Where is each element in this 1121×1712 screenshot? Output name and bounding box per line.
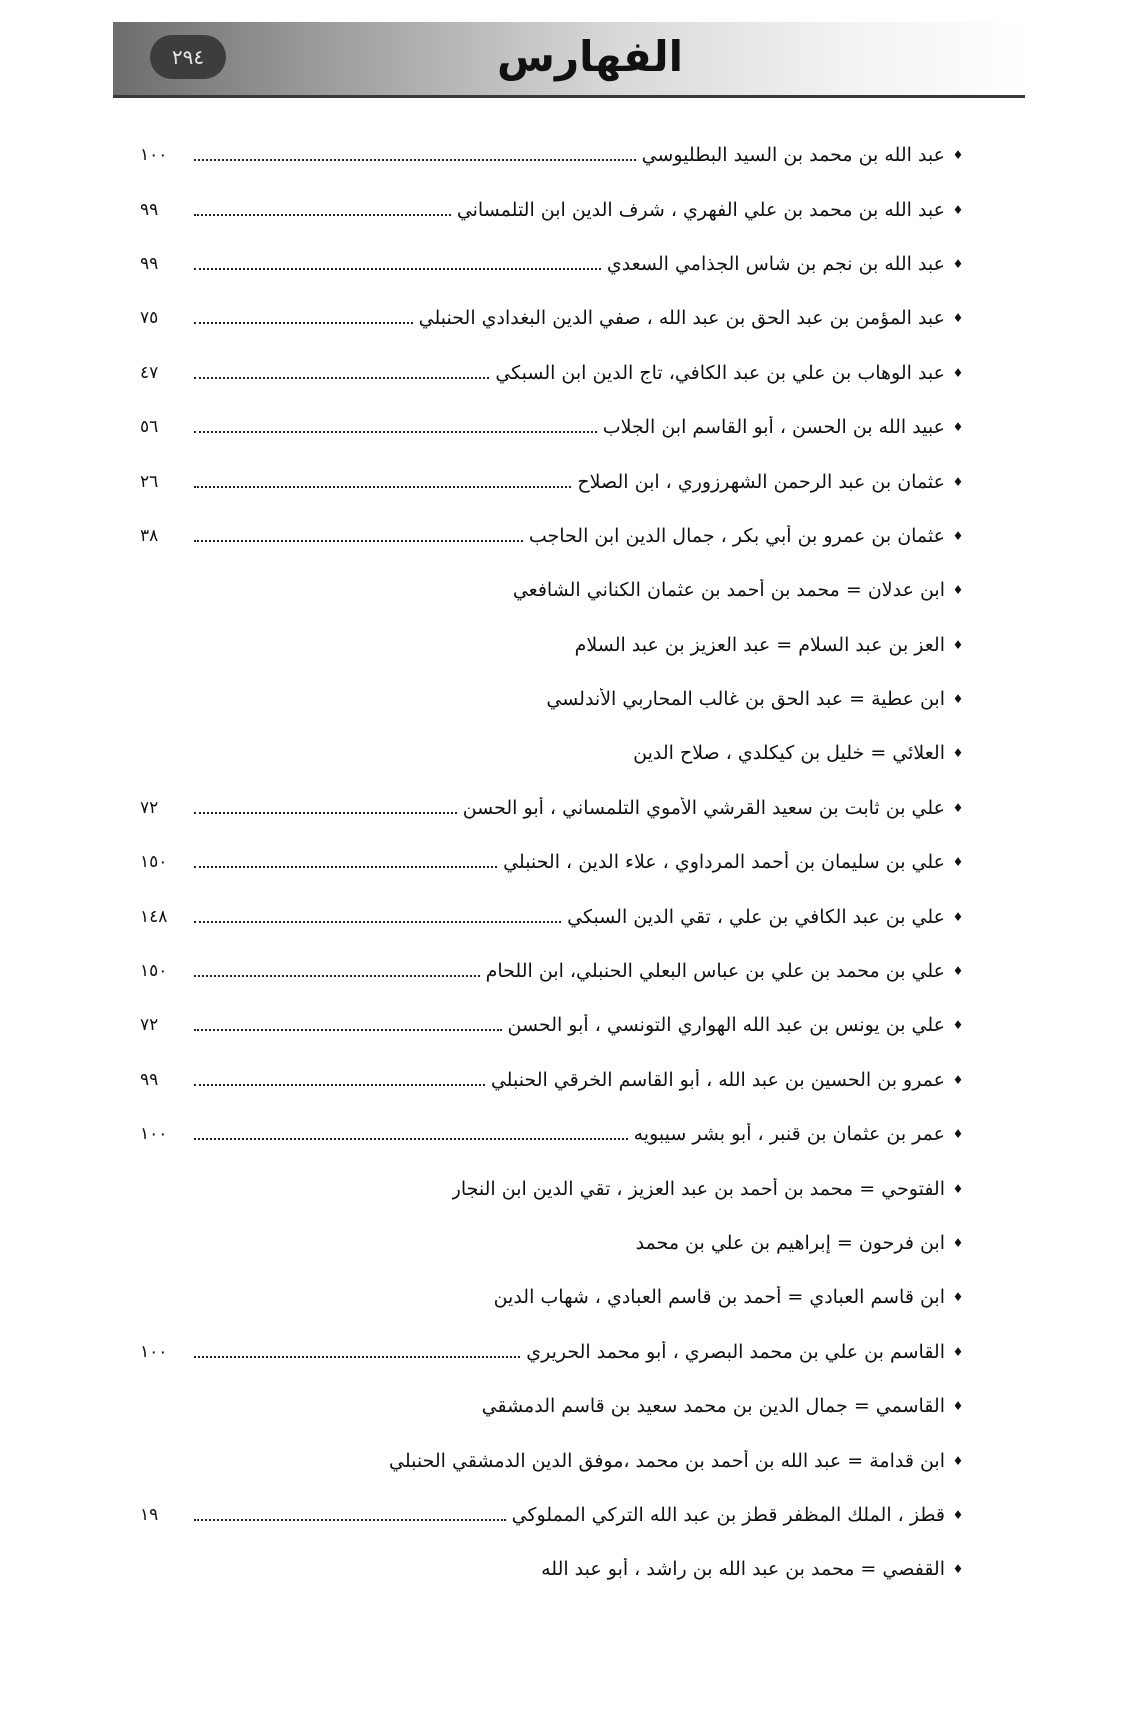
entry-page-number: ١٥٠	[140, 852, 168, 873]
bullet-icon: ♦	[952, 692, 964, 707]
bullet-icon: ♦	[952, 202, 964, 217]
index-entry	[140, 835, 965, 889]
dot-leader	[194, 486, 571, 488]
entry-name: عمر بن عثمان بن قنبر ، أبو بشر سيبويه	[633, 1123, 945, 1146]
bullet-icon: ♦	[952, 474, 964, 489]
index-entry	[140, 1433, 965, 1487]
entry-page-number: ٥٦	[140, 417, 159, 438]
index-entry	[140, 998, 965, 1052]
page-title: الفهارس	[496, 32, 684, 81]
dot-leader	[194, 975, 480, 977]
index-entry	[140, 346, 965, 400]
dot-leader	[194, 866, 497, 868]
index-entry	[140, 400, 965, 454]
bullet-icon: ♦	[952, 1236, 964, 1250]
entry-name: العلائي = خليل بن كيكلدي ، صلاح الدين	[633, 742, 945, 765]
entry-name: ابن عدلان = محمد بن أحمد بن عثمان الكناني الشافعي	[512, 579, 945, 602]
bullet-icon: ♦	[952, 909, 964, 924]
entry-name: ابن عطية = عبد الحق بن غالب المحاربي الأندلسي	[546, 688, 945, 711]
entry-name: علي بن يونس بن عبد الله الهواري التونسي ، أبو الحسن	[507, 1014, 945, 1037]
index-list	[140, 128, 965, 1597]
bullet-icon: ♦	[952, 637, 964, 652]
dot-leader	[194, 159, 636, 161]
entry-name: القفصي = محمد بن عبد الله بن راشد ، أبو عبد الله	[541, 1558, 945, 1581]
entry-name: ابن قدامة = عبد الله بن أحمد بن محمد ،موفق الدين الدمشقي الحنبلي	[389, 1449, 945, 1472]
index-entry	[140, 1053, 965, 1107]
index-entry	[140, 128, 965, 182]
entry-page-number: ٩٩	[140, 1069, 159, 1090]
entry-name: عثمان بن عمرو بن أبي بكر ، جمال الدين ابن الحاجب	[528, 524, 945, 547]
index-entry	[140, 1107, 965, 1161]
index-entry	[140, 1161, 965, 1215]
entry-page-number: ٧٥	[140, 308, 159, 329]
entry-name: ابن فرحون = إبراهيم بن علي بن محمد	[635, 1232, 945, 1254]
bullet-icon: ♦	[952, 964, 964, 979]
dot-leader	[194, 214, 451, 216]
bullet-icon: ♦	[952, 1562, 964, 1577]
entry-page-number: ٤٧	[140, 362, 159, 383]
dot-leader	[194, 268, 601, 270]
index-entry	[140, 454, 965, 508]
dot-leader	[194, 1519, 506, 1521]
entry-name: ابن قاسم العبادي = أحمد بن قاسم العبادي ، شهاب الدين	[493, 1286, 945, 1309]
index-entry	[140, 889, 965, 943]
dot-leader	[194, 431, 597, 433]
bullet-icon: ♦	[952, 1344, 964, 1359]
entry-page-number: ١٥٠	[140, 961, 168, 982]
dot-leader	[194, 1029, 502, 1031]
entry-page-number: ٧٢	[140, 797, 159, 818]
entry-page-number: ١٠٠	[140, 145, 168, 166]
entry-page-number: ١٩	[140, 1504, 159, 1525]
entry-name: الفتوحي = محمد بن أحمد بن عبد العزيز ، تقي الدين ابن النجار	[451, 1177, 945, 1200]
index-entry	[140, 1325, 965, 1379]
index-entry	[140, 944, 965, 998]
entry-page-number: ٢٦	[140, 471, 159, 492]
entry-name: عبيد الله بن الحسن ، أبو القاسم ابن الجلاب	[602, 416, 945, 439]
dot-leader	[194, 322, 413, 324]
index-entry	[140, 781, 965, 835]
bullet-icon: ♦	[952, 1453, 964, 1468]
bullet-icon: ♦	[952, 855, 964, 870]
entry-name: علي بن ثابت بن سعيد القرشي الأموي التلمساني ، أبو الحسن	[462, 796, 945, 819]
index-entry	[140, 509, 965, 563]
entry-page-number: ٣٨	[140, 525, 159, 546]
index-entry	[140, 1270, 965, 1324]
index-entry	[140, 726, 965, 780]
entry-page-number: ١٠٠	[140, 1341, 168, 1362]
bullet-icon: ♦	[952, 365, 964, 380]
page-number: ٢٩٤	[150, 35, 226, 79]
bullet-icon: ♦	[952, 1507, 964, 1522]
entry-name: قطز ، الملك المظفر قطز بن عبد الله التركي المملوكي	[511, 1503, 945, 1526]
bullet-icon: ♦	[952, 1018, 964, 1033]
entry-page-number: ٩٩	[140, 253, 159, 274]
bullet-icon: ♦	[952, 420, 964, 435]
bullet-icon: ♦	[952, 1399, 964, 1414]
bullet-icon: ♦	[952, 746, 964, 761]
entry-name: علي بن محمد بن علي بن عباس البعلي الحنبلي، ابن اللحام	[485, 960, 945, 983]
entry-name: علي بن عبد الكافي بن علي ، تقي الدين السبكي	[567, 905, 945, 928]
index-entry	[140, 1379, 965, 1433]
bullet-icon: ♦	[952, 1127, 964, 1142]
bullet-icon: ♦	[952, 1072, 964, 1087]
bullet-icon: ♦	[952, 311, 964, 326]
index-entry	[140, 182, 965, 236]
entry-name: القاسم بن علي بن محمد البصري ، أبو محمد الحريري	[526, 1340, 945, 1363]
bullet-icon: ♦	[952, 256, 964, 271]
dot-leader	[194, 1084, 485, 1086]
bullet-icon: ♦	[952, 800, 964, 815]
entry-page-number: ١٤٨	[140, 906, 168, 927]
index-entry	[140, 291, 965, 345]
entry-page-number: ٧٢	[140, 1015, 159, 1036]
index-entry	[140, 672, 965, 726]
index-entry	[140, 1488, 965, 1542]
entry-name: العز بن عبد السلام = عبد العزيز بن عبد السلام	[574, 633, 945, 656]
entry-name: عبد الله بن محمد بن السيد البطليوسي	[641, 144, 945, 167]
dot-leader	[194, 921, 561, 923]
entry-name: عبد الله بن نجم بن شاس الجذامي السعدي	[606, 252, 945, 275]
entry-page-number: ١٠٠	[140, 1124, 168, 1145]
entry-name: علي بن سليمان بن أحمد المرداوي ، علاء الدين ، الحنبلي	[503, 851, 945, 874]
entry-name: القاسمي = جمال الدين بن محمد سعيد بن قاسم الدمشقي	[481, 1395, 945, 1418]
bullet-icon: ♦	[952, 528, 964, 543]
index-entry	[140, 618, 965, 672]
bullet-icon: ♦	[952, 583, 964, 598]
bullet-icon: ♦	[952, 148, 964, 163]
dot-leader	[194, 377, 489, 379]
dot-leader	[194, 1138, 628, 1140]
index-entry	[140, 237, 965, 291]
index-entry	[140, 1216, 965, 1270]
index-entry	[140, 563, 965, 617]
entry-name: عثمان بن عبد الرحمن الشهرزوري ، ابن الصلاح	[577, 470, 945, 493]
entry-page-number: ٩٩	[140, 199, 159, 220]
dot-leader	[194, 540, 523, 542]
dot-leader	[194, 812, 457, 814]
entry-name: عبد الوهاب بن علي بن عبد الكافي، تاج الدين ابن السبكي	[495, 361, 945, 384]
dot-leader	[194, 1356, 520, 1358]
entry-name: عبد الله بن محمد بن علي الفهري ، شرف الدين ابن التلمساني	[456, 198, 945, 221]
index-entry	[140, 1542, 965, 1596]
bullet-icon: ♦	[952, 1181, 964, 1196]
bullet-icon: ♦	[952, 1290, 964, 1305]
entry-name: عمرو بن الحسين بن عبد الله ، أبو القاسم الخرقي الحنبلي	[490, 1068, 945, 1091]
entry-name: عبد المؤمن بن عبد الحق بن عبد الله ، صفي الدين البغدادي الحنبلي	[418, 307, 945, 330]
